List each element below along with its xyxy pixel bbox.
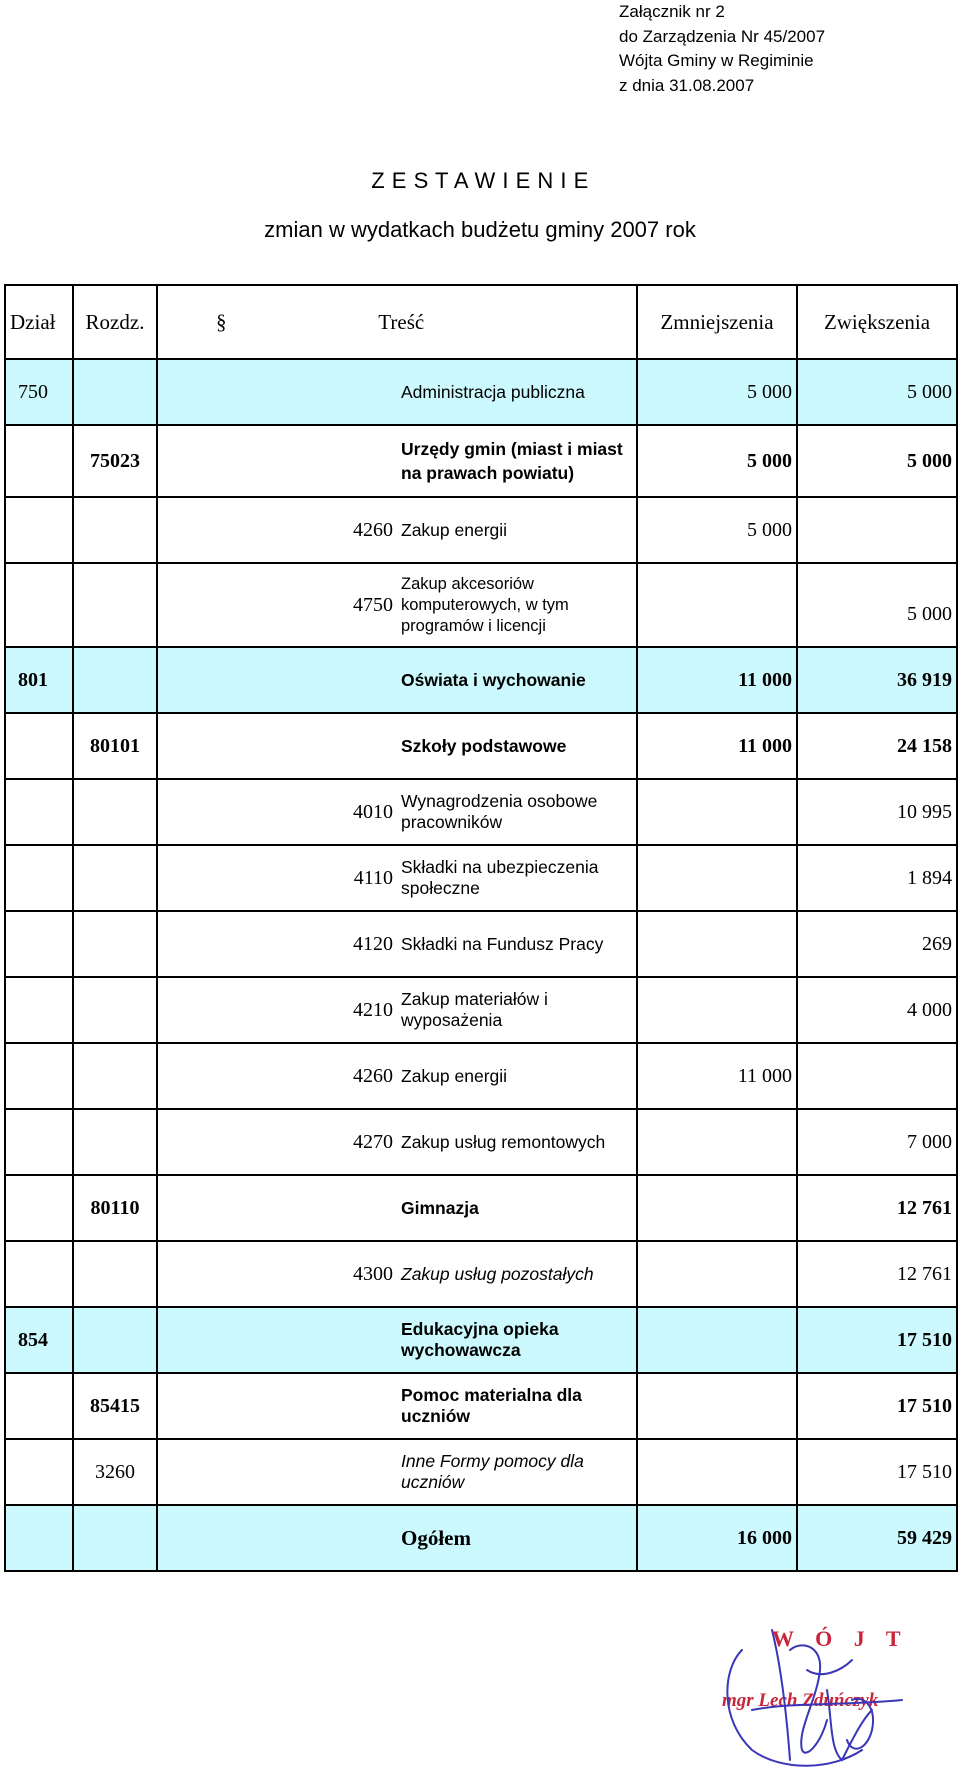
cell-paragraf: 4110 [157,845,397,911]
cell-paragraf [157,1175,397,1241]
cell-rozdz: 75023 [73,425,157,497]
cell-rozdz [73,977,157,1043]
document-title: Z E S T A W I E N I E [371,168,589,193]
cell-paragraf: 4300 [157,1241,397,1307]
stamp-name: mgr Lech Zduńczyk [722,1690,879,1711]
cell-paragraf [157,1373,397,1439]
cell-rozdz: 80110 [73,1175,157,1241]
cell-paragraf [157,1439,397,1505]
stamp-title: W Ó J T [772,1626,909,1651]
cell-zwiekszenia: 10 995 [797,779,957,845]
cell-zmniejszenia: 11 000 [637,1043,797,1109]
cell-zwiekszenia [797,1043,957,1109]
attachment-note [619,0,825,98]
table-row [5,977,957,1043]
table-row [5,1043,957,1109]
cell-dzial [5,977,73,1043]
cell-dzial [5,563,73,647]
cell-dzial [5,425,73,497]
cell-dzial [5,497,73,563]
cell-tresc: Administracja publiczna [397,359,637,425]
cell-rozdz [73,647,157,713]
cell-dzial [5,713,73,779]
cell-zmniejszenia [637,977,797,1043]
cell-zmniejszenia [637,911,797,977]
cell-zmniejszenia [637,1439,797,1505]
table-row [5,911,957,977]
header-rozdz-label: Rozdz. [85,309,145,334]
table-row [5,647,957,713]
cell-rozdz [73,1307,157,1373]
table-row [5,1373,957,1439]
cell-paragraf [157,647,397,713]
cell-zmniejszenia: 5 000 [637,359,797,425]
attachment-note-line2: do Zarządzenia Nr 45/2007 [619,26,826,46]
cell-zmniejszenia [637,563,797,647]
total-zmniejszenia: 16 000 [637,1505,797,1571]
signature-stamp-graphic [712,1610,958,1780]
attachment-note-line1: Załącznik nr 2 [619,2,725,21]
table-header-row [5,285,957,359]
cell-tresc: Szkoły podstawowe [397,713,637,779]
cell-dzial [5,1175,73,1241]
cell-zwiekszenia: 5 000 [797,359,957,425]
cell-tresc: Składki na ubezpieczenia społeczne [397,845,637,911]
cell-zwiekszenia: 24 158 [797,713,957,779]
cell-rozdz [73,359,157,425]
table-total-row [5,1505,957,1571]
cell-zwiekszenia: 17 510 [797,1373,957,1439]
table-row [5,1109,957,1175]
table-row [5,1241,957,1307]
total-zwiekszenia: 59 429 [797,1505,957,1571]
cell-rozdz [73,779,157,845]
cell-paragraf [157,1307,397,1373]
cell-zmniejszenia: 5 000 [637,425,797,497]
cell-tresc: Zakup materiałów i wyposażenia [397,977,637,1043]
cell-zwiekszenia: 269 [797,911,957,977]
cell-zwiekszenia: 36 919 [797,647,957,713]
cell-tresc: Inne Formy pomocy dla uczniów [397,1439,637,1505]
cell-dzial: 750 [5,359,73,425]
cell-dzial [5,1043,73,1109]
cell-tresc: Zakup energii [397,497,637,563]
header-zmniejszenia [637,285,797,359]
cell-zmniejszenia: 5 000 [637,497,797,563]
cell-paragraf [157,1505,397,1571]
cell-tresc: Edukacyjna opieka wychowawcza [397,1307,637,1373]
table-row [5,359,957,425]
cell-zwiekszenia: 12 761 [797,1175,957,1241]
cell-zwiekszenia: 7 000 [797,1109,957,1175]
cell-zmniejszenia [637,1109,797,1175]
cell-tresc: Zakup usług pozostałych [397,1241,637,1307]
cell-paragraf: 4120 [157,911,397,977]
header-zwiekszenia-label: Zwiększenia [823,309,931,334]
cell-dzial [5,1373,73,1439]
cell-tresc: Urzędy gmin (miast i miast na prawach powiatu) [397,425,637,497]
table-row [5,1175,957,1241]
cell-dzial: 854 [5,1307,73,1373]
cell-paragraf: 4260 [157,497,397,563]
cell-tresc: Oświata i wychowanie [397,647,637,713]
cell-paragraf [157,425,397,497]
header-dzial [5,285,73,359]
header-paragraf-tresc [157,285,637,359]
cell-tresc: Składki na Fundusz Pracy [397,911,637,977]
cell-dzial [5,1439,73,1505]
cell-zwiekszenia: 5 000 [797,563,957,647]
cell-rozdz [73,845,157,911]
header-paragraf-label: § [216,309,227,334]
cell-zwiekszenia: 4 000 [797,977,957,1043]
cell-rozdz [73,1043,157,1109]
cell-zmniejszenia: 11 000 [637,713,797,779]
cell-zmniejszenia [637,1241,797,1307]
cell-zwiekszenia: 17 510 [797,1439,957,1505]
table-row [5,1307,957,1373]
table-row [5,563,957,647]
total-label: Ogółem [397,1505,637,1571]
cell-zmniejszenia: 11 000 [637,647,797,713]
cell-tresc: Gimnazja [397,1175,637,1241]
table-row [5,845,957,911]
document-subtitle: zmian w wydatkach budżetu gminy 2007 rok [264,217,696,242]
cell-rozdz: 80101 [73,713,157,779]
cell-rozdz [73,563,157,647]
cell-dzial [5,1109,73,1175]
cell-paragraf: 4010 [157,779,397,845]
cell-rozdz: 3260 [73,1439,157,1505]
cell-zmniejszenia [637,845,797,911]
cell-zwiekszenia [797,497,957,563]
table-row [5,779,957,845]
table-row [5,497,957,563]
cell-dzial [5,845,73,911]
cell-paragraf [157,713,397,779]
table-row [5,1439,957,1505]
cell-zwiekszenia: 5 000 [797,425,957,497]
cell-paragraf: 4210 [157,977,397,1043]
cell-dzial [5,1505,73,1571]
cell-zmniejszenia [637,1307,797,1373]
cell-tresc: Wynagrodzenia osobowe pracowników [397,779,637,845]
header-dzial-label: Dział [10,309,56,334]
cell-zmniejszenia [637,1373,797,1439]
header-zmniejszenia-label: Zmniejszenia [660,309,774,334]
cell-zwiekszenia: 1 894 [797,845,957,911]
cell-rozdz [73,911,157,977]
signature-stamp [712,1610,958,1780]
cell-rozdz [73,497,157,563]
cell-tresc: Zakup akcesoriów komputerowych, w tym programów i licencji [397,563,637,647]
table-row [5,713,957,779]
cell-rozdz [73,1109,157,1175]
cell-rozdz [73,1241,157,1307]
cell-dzial [5,911,73,977]
cell-dzial [5,1241,73,1307]
cell-rozdz [73,1505,157,1571]
budget-changes-table [4,284,958,1572]
cell-tresc: Zakup usług remontowych [397,1109,637,1175]
cell-rozdz: 85415 [73,1373,157,1439]
cell-paragraf: 4270 [157,1109,397,1175]
table-row [5,425,957,497]
cell-zmniejszenia [637,1175,797,1241]
cell-dzial: 801 [5,647,73,713]
attachment-note-line3: Wójta Gminy w Regiminie [619,51,814,70]
cell-paragraf: 4260 [157,1043,397,1109]
cell-zwiekszenia: 17 510 [797,1307,957,1373]
cell-dzial [5,779,73,845]
attachment-note-line4: z dnia 31.08.2007 [619,75,755,95]
header-rozdz [73,285,157,359]
header-zwiekszenia [797,285,957,359]
cell-paragraf: 4750 [157,563,397,647]
cell-tresc: Zakup energii [397,1043,637,1109]
cell-tresc: Pomoc materialna dla uczniów [397,1373,637,1439]
cell-zwiekszenia: 12 761 [797,1241,957,1307]
header-tresc-label: Treść [378,309,425,334]
cell-zmniejszenia [637,779,797,845]
cell-paragraf [157,359,397,425]
